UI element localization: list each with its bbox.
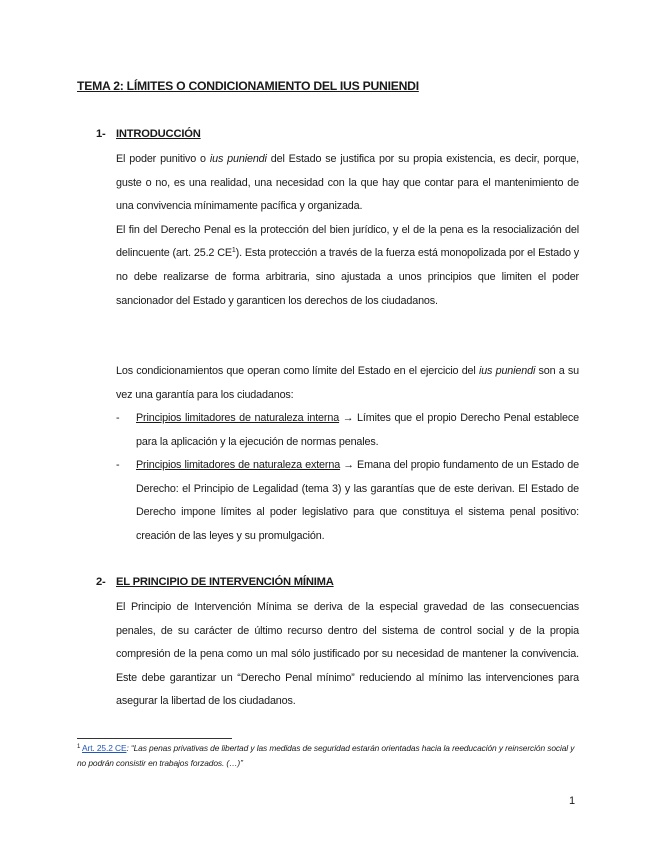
list-item (116, 407, 579, 454)
paragraph: El Principio de Intervención Mínima se deriva de la especial gravedad de las consecuencias penales, de su carácter de último recurso dentro del sistema de control social y de la propia compresión de la pena como un mal sólo justificado por su necesidad de mantener la convivencia. Este debe garantizar un “Derecho Penal mínimo” reduciendo al mínimo las intervenciones para asegurar la libertad de los ciudadanos. (116, 601, 579, 708)
arrow-icon: → (340, 459, 358, 471)
text-run: Límites que el propio Derecho Penal establece para la aplicación y la ejecución de normas penales. (136, 412, 579, 448)
arrow-icon: → (339, 412, 358, 424)
conditions-paragraph (116, 360, 579, 407)
footnote-reference[interactable]: 1 (231, 247, 236, 255)
section-title: INTRODUCCIÓN (116, 128, 201, 140)
intro-paragraphs (116, 148, 579, 313)
list-item-text (136, 454, 579, 548)
text-run: El fin del Derecho Penal es la protección del bien jurídico, y el de la pena es la resocialización del delincuente (art. 25.2 CE (116, 223, 579, 260)
bullet-dash: - (116, 412, 120, 424)
paragraph (116, 360, 579, 407)
italic-term: ius puniendi (478, 365, 536, 377)
text-run: ). Esta protección a través de la fuerza está monopolizada por el Estado y no debe realizarse de forma arbitraria, sino ajustada a unos principios que limiten el poder sancionador del Estado y garanticen los derechos de los ciudadanos. (116, 247, 579, 307)
section-title: EL PRINCIPIO DE INTERVENCIÓN MÍNIMA (116, 576, 334, 588)
footnote-marker: 1 (77, 744, 81, 750)
bullet-dash: - (116, 459, 120, 471)
text-run: Emana del propio fundamento de un Estado de Derecho: el Principio de Legalidad (tema 3) y las garantías que de este derivan. El Estado de Derecho impone límites al poder legislativo para que constituya el sistema penal positivo: creación de las leyes y su promulgación. (136, 459, 579, 542)
list-item-text (136, 407, 579, 454)
list-item-label: Principios limitadores de naturaleza interna (136, 412, 340, 424)
paragraph (116, 148, 579, 219)
footnote-text: : “Las penas privativas de libertad y las medidas de seguridad estarán orientadas hacia la reeducación y reinserción social y no podrán consistir en trabajos forzados. (…)” (77, 743, 575, 768)
list-item-label: Principios limitadores de naturaleza externa (136, 459, 341, 471)
intervencion-paragraph (116, 596, 579, 714)
text-run: son a su vez una garantía para los ciudadanos: (116, 365, 579, 401)
text-run: El poder punitivo o (116, 153, 210, 165)
section-heading-introduccion (96, 128, 201, 140)
section-number: 1- (96, 128, 106, 140)
list-item (116, 454, 579, 548)
section-number: 2- (96, 576, 106, 588)
section-heading-intervencion-minima (96, 576, 334, 588)
text-run: Los condicionamientos que operan como límite del Estado en el ejercicio del (116, 365, 479, 377)
footnote-link[interactable]: Art. 25.2 CE (82, 743, 127, 753)
text-run: del Estado se justifica por su propia existencia, es decir, porque, guste o no, es una realidad, una necesidad con la que hay que contar para el mantenimiento de una convivencia mínimamente pacífica y organizada. (116, 153, 579, 213)
italic-term: ius puniendi (209, 153, 267, 165)
footnote (77, 741, 582, 770)
footnote-separator (77, 738, 232, 739)
page-title: TEMA 2: LÍMITES O CONDICIONAMIENTO DEL IUS PUNIENDI (77, 79, 419, 93)
page-number: 1 (569, 795, 576, 807)
paragraph (116, 219, 579, 313)
